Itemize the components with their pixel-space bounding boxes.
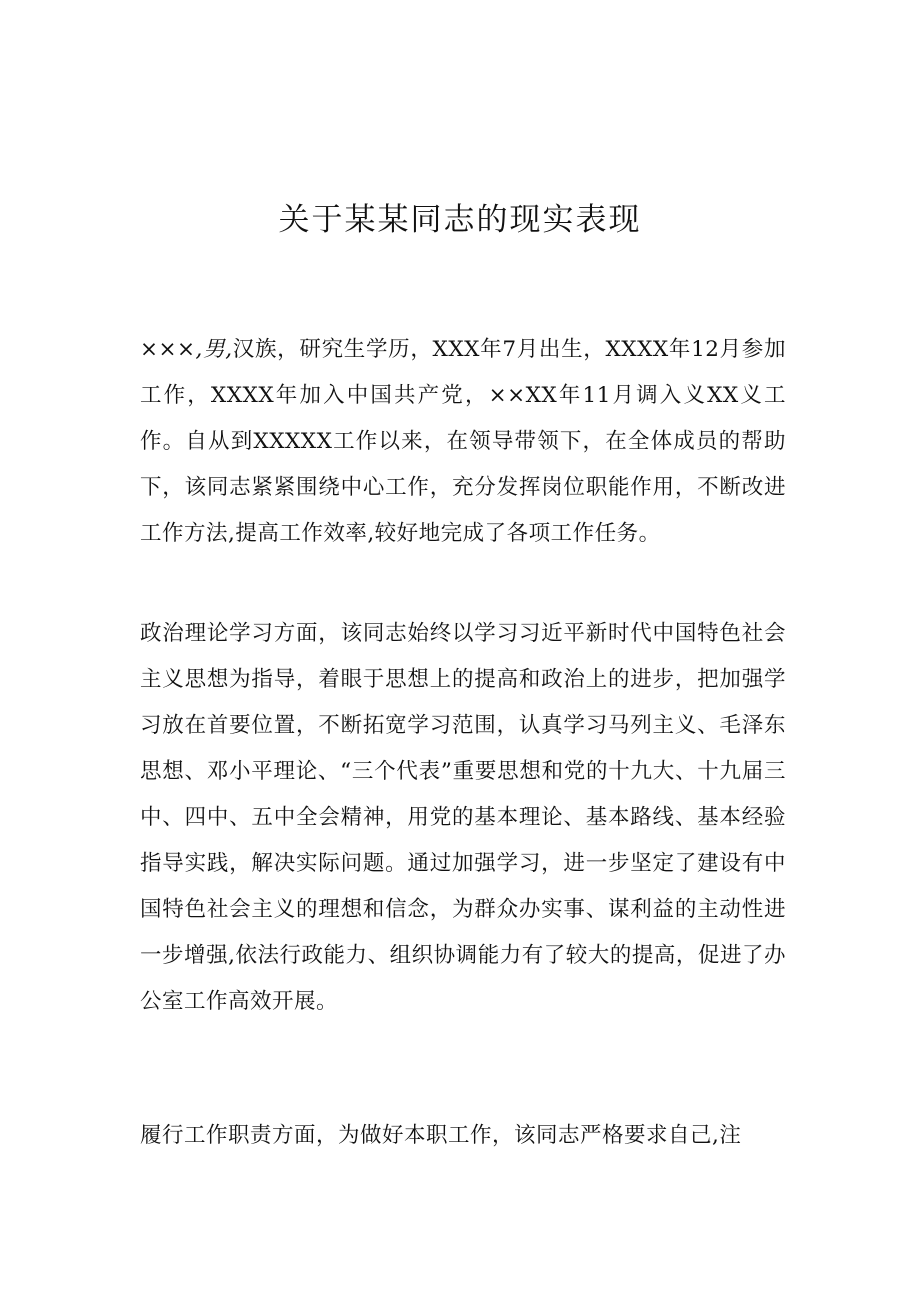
paragraph-intro (140, 327, 786, 557)
paragraph-job-duties: 履行工作职责方面，为做好本职工作，该同志严格要求自己,注 (140, 1123, 742, 1148)
paragraph-intro-text: 汉族，研究生学历，XXX年7月出生，XXXX年12月参加工作，XXXX年加入中国共产党，××XX年11月调入义XX义工作。自从到XXXXX工作以来，在领导带领下，在全体成员的帮助下，该同志紧紧围绕中心工作，充分发挥岗位职能作用，不断改进工作方法,提高工作效率,较好地完成了各项工作任务。 (140, 337, 787, 546)
paragraph-political-study: 政治理论学习方面，该同志始终以学习习近平新时代中国特色社会主义思想为指导，着眼于思想上的提高和政治上的进步，把加强学习放在首要位置，不断拓宽学习范围，认真学习马列主义、毛泽东思想、邓小平理论、“三个代表”重要思想和党的十九大、十九届三中、四中、五中全会精神，用党的基本理论、基本路线、基本经验指导实践，解决实际问题。通过加强学习，进一步坚定了建设有中国特色社会主义的理想和信念，为群众办实事、谋利益的主动性进一步增强,依法行政能力、组织协调能力有了较大的提高，促进了办公室工作高效开展。 (140, 621, 786, 1014)
person-lead: ×××,男, (140, 337, 233, 362)
document-title: 关于某某同志的现实表现 (278, 202, 642, 238)
